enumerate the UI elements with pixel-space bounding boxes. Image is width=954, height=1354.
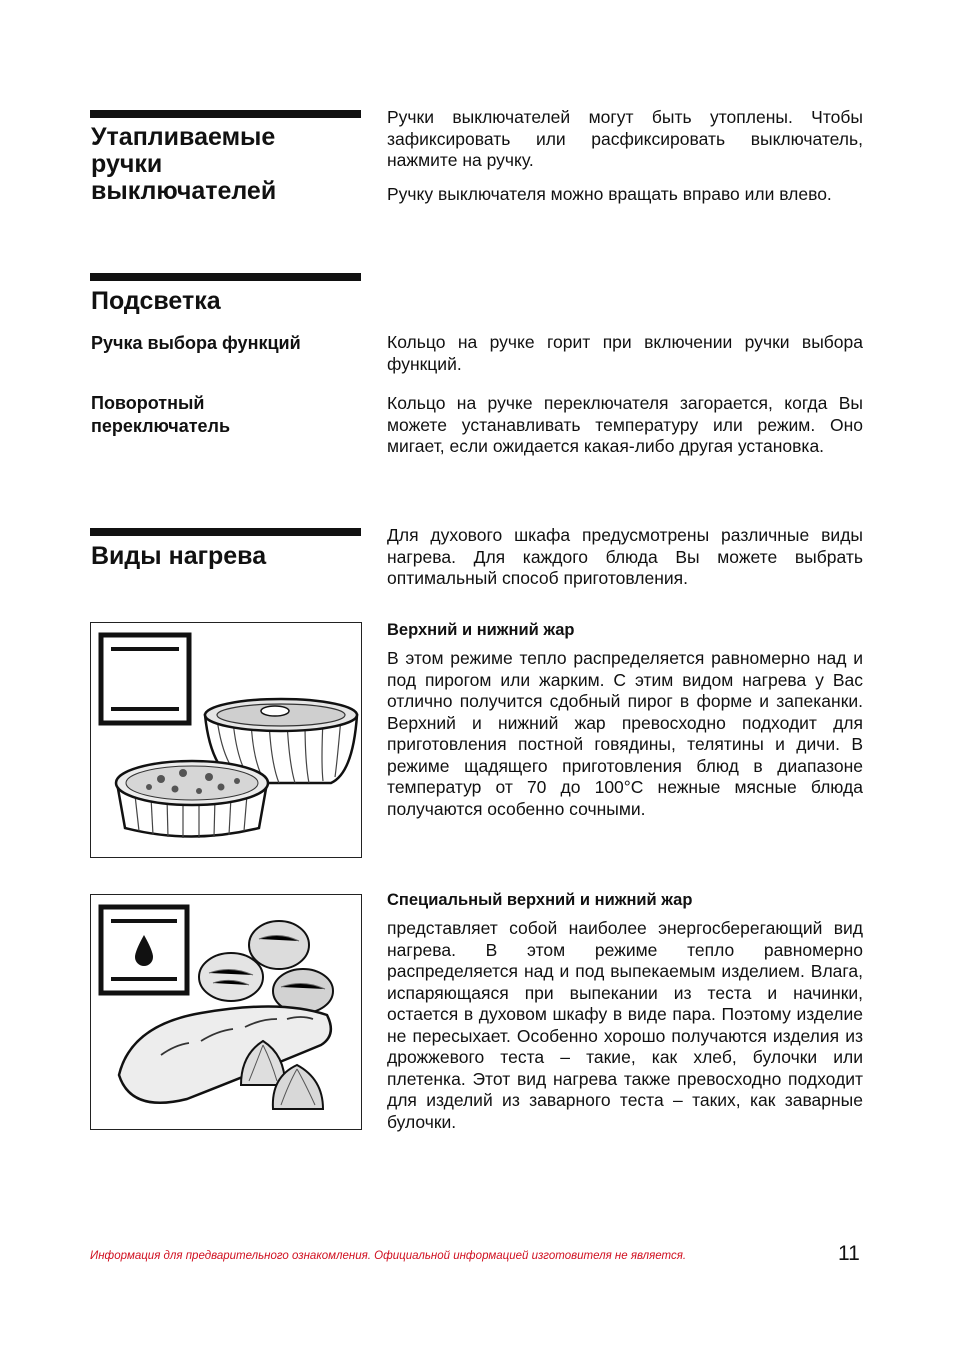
mode-text-eco: представляет собой наиболее энергосберегающий вид нагрева. В этом режиме тепло равномерно распределяется над и под выпекаемым изделием. Влага, испаряющаяся при выпекании из теста и начинки, остается в духовом шкафу в виде пара. Поэтому изделие не пересыхает. Особенно хорошо получаются изделия из дрожжевого теста – такие, как хлеб, булочки или плетенка. Этот вид нагрева также превосходно подходит для изделий из заварного теста – таких, как заварные булочки.	[387, 918, 863, 1132]
top-bottom-heat-icon	[91, 623, 361, 857]
section-divider	[90, 273, 361, 281]
section-divider	[90, 110, 361, 118]
mode-heading-top-bottom: Верхний и нижний жар	[387, 621, 575, 639]
knobs-paragraph-2: Ручку выключателя можно вращать вправо или влево.	[387, 184, 832, 204]
section-title-heating: Виды нагрева	[91, 542, 267, 570]
page-number: 11	[838, 1242, 860, 1265]
mode-text-top-bottom: В этом режиме тепло распределяется равномерно над и под пирогом или жарким. С этим видом нагрева у Вас отлично получится сдобный пирог в форме и запеканки. Верхний и нижний жар превосходно подходит для приготовления постной говядины, телятины и дичи. В режиме щадящего приготовления блюд в диапазоне температур от 70 до 100°C нежные мясные блюда получаются особенно сочными.	[387, 648, 863, 819]
heating-intro: Для духового шкафа предусмотрены различные виды нагрева. Для каждого блюда Вы можете выбрать оптимальный способ приготовления.	[387, 525, 863, 588]
section-title-knobs: Утапливаемые ручки выключателей	[91, 123, 277, 205]
lighting-label-function-knob: Ручка выбора функций	[91, 333, 301, 353]
eco-heat-illustration	[90, 894, 362, 1130]
lighting-text-rotary-switch: Кольцо на ручке переключателя загорается, когда Вы можете устанавливать температуру или режим. Оно мигает, если ожидается какая-либо другая установка.	[387, 393, 863, 456]
lighting-text-function-knob: Кольцо на ручке горит при включении ручки выбора функций.	[387, 332, 863, 374]
footer-disclaimer: Информация для предварительного ознакомления. Официальной информацией изготовителя не является.	[90, 1250, 687, 1262]
section-title-lighting: Подсветка	[91, 287, 221, 315]
section-divider	[90, 528, 361, 536]
knobs-paragraph-1: Ручки выключателей могут быть утоплены. Чтобы зафиксировать или расфиксировать выключатель, нажмите на ручку.	[387, 107, 863, 170]
eco-heat-icon	[91, 895, 361, 1129]
top-bottom-heat-illustration	[90, 622, 362, 858]
lighting-label-rotary-switch: Поворотный переключатель	[91, 393, 231, 436]
mode-heading-eco: Специальный верхний и нижний жар	[387, 891, 693, 909]
